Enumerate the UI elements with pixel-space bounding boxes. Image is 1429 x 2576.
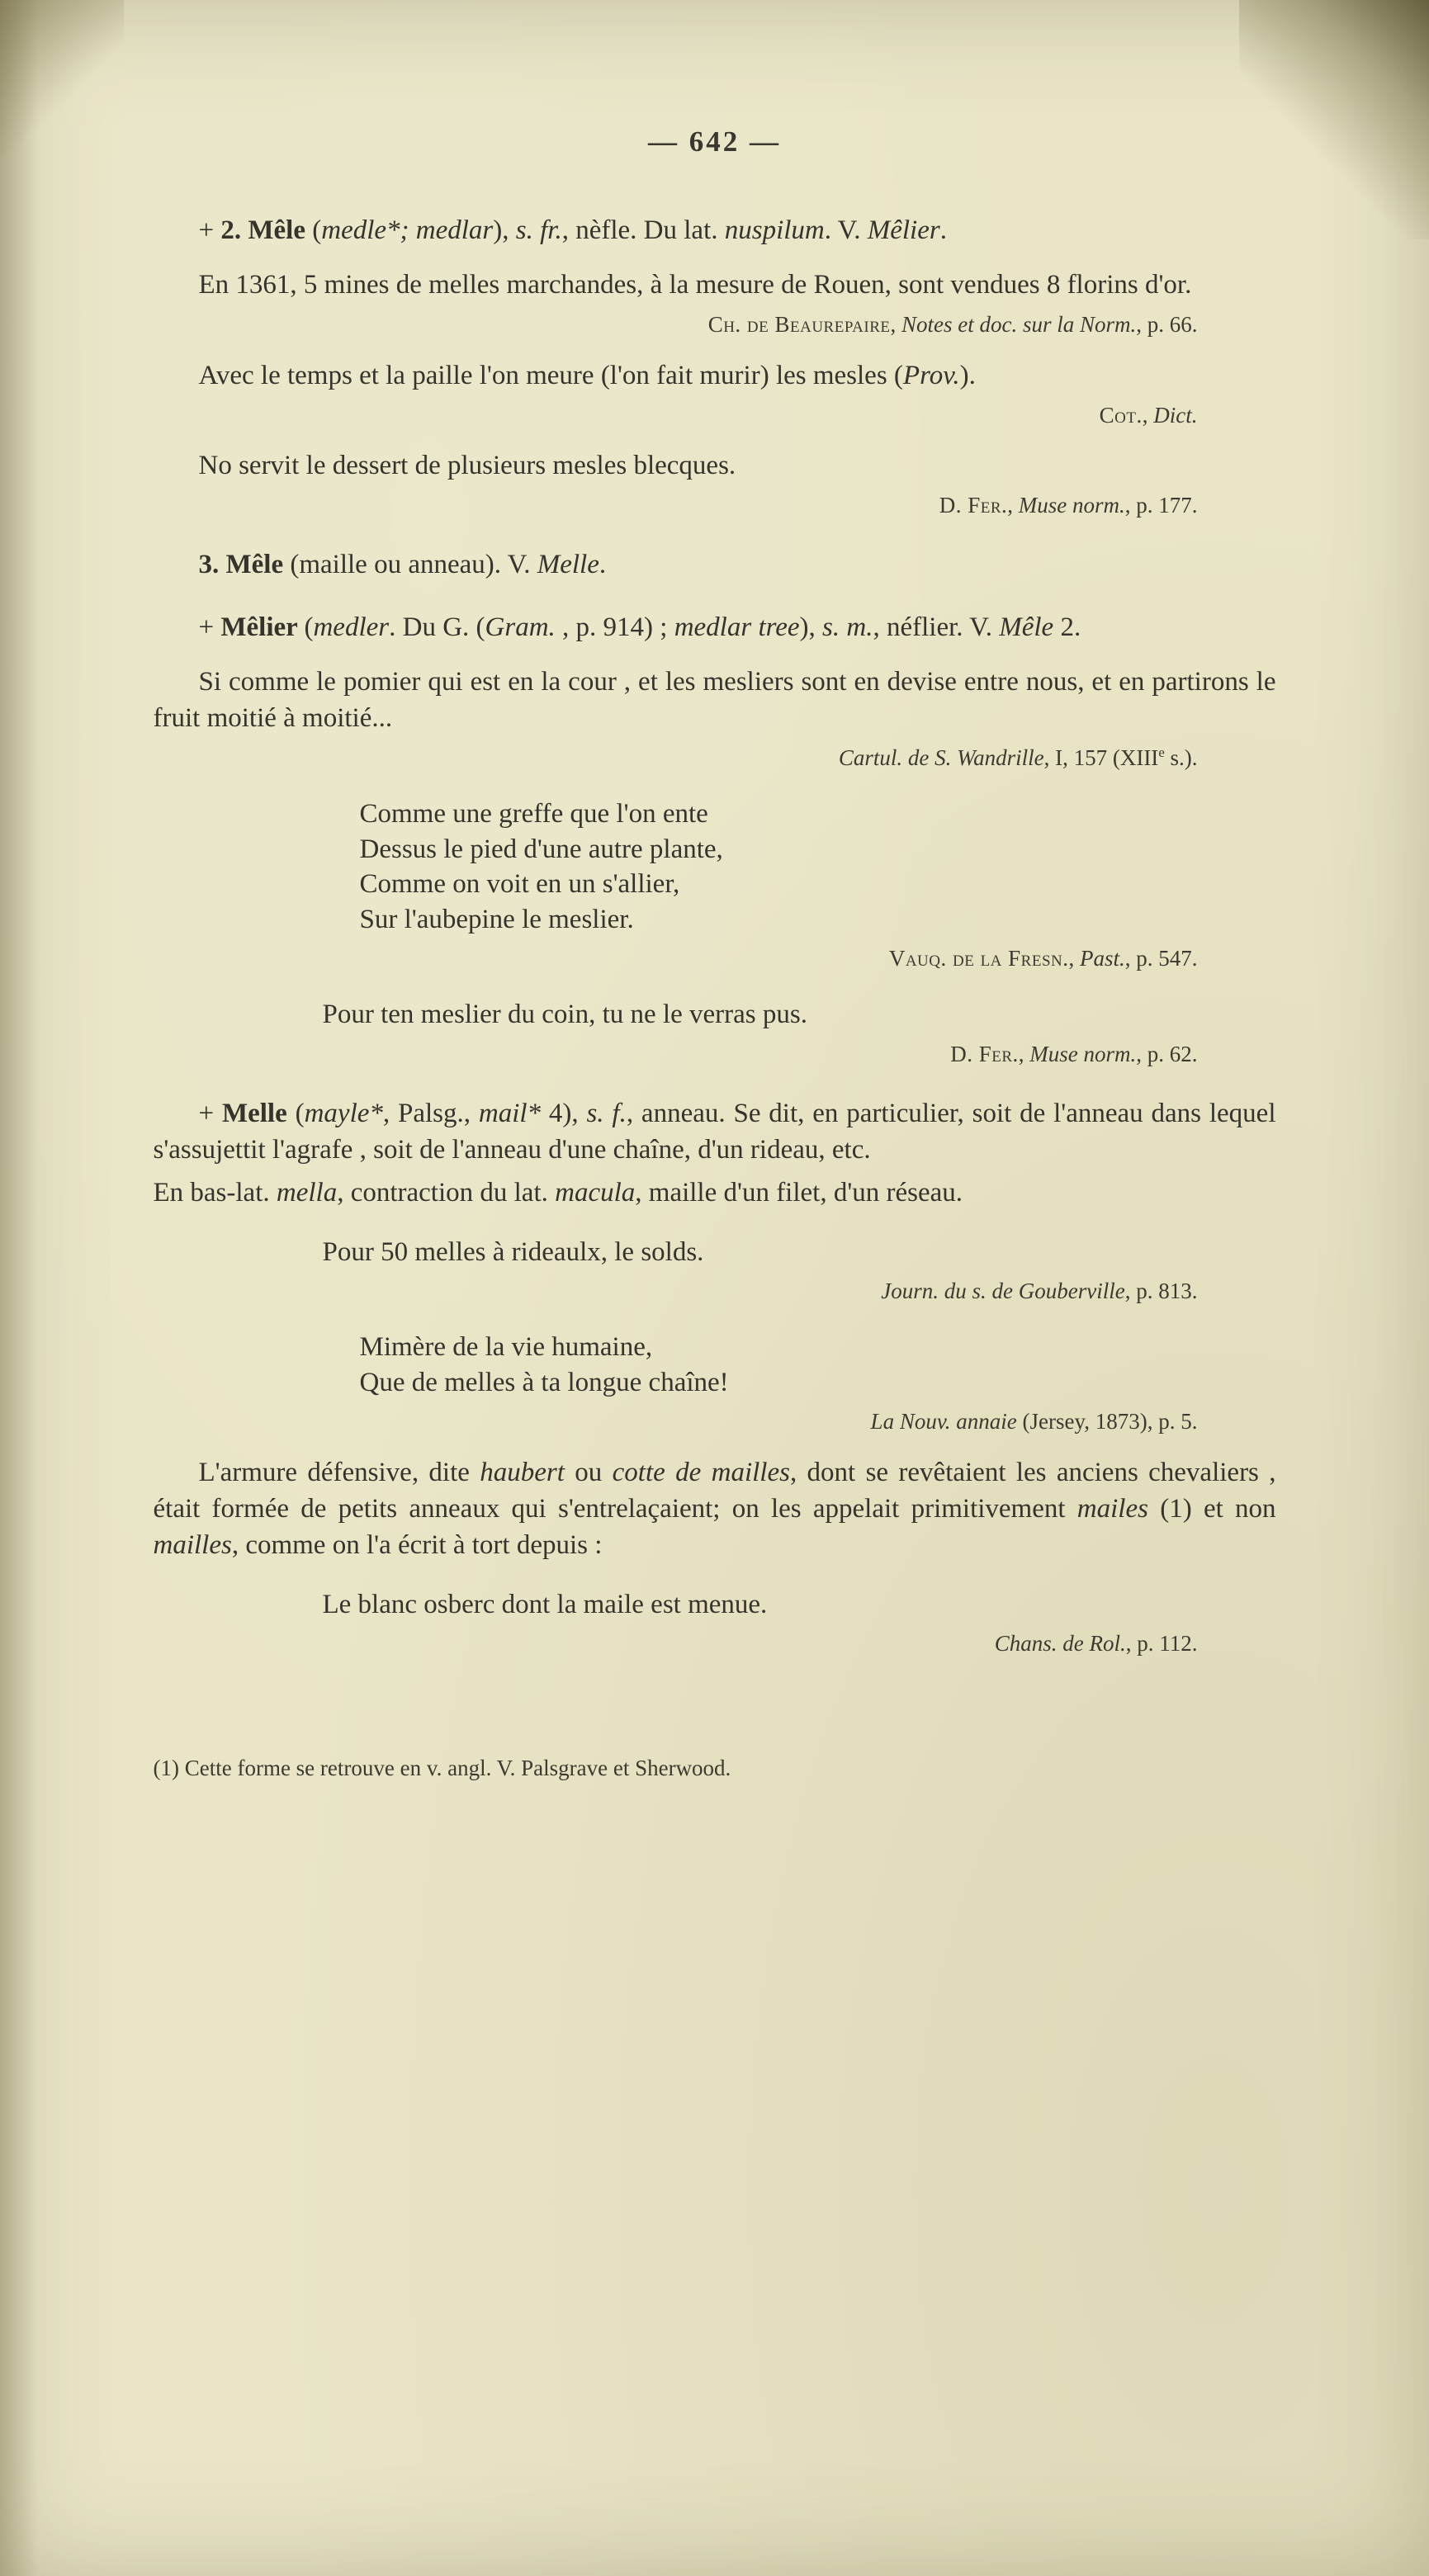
verse-line: Dessus le pied d'une autre plante, [359, 834, 723, 864]
text-segment: Past. [1079, 946, 1125, 971]
text-segment: (1) Cette forme se retrouve en v. angl. V. Palsgrave et Sherwood. [153, 1756, 731, 1781]
text-segment: (1) et non [1147, 1493, 1276, 1524]
text-segment: , p. 914) ; [555, 612, 674, 643]
text-segment: + [198, 1098, 222, 1128]
text-segment: mailles [153, 1529, 232, 1560]
verse-line: Comme on voit en un s'allier, [359, 869, 680, 900]
source-citation [154, 1629, 1276, 1659]
text-segment: Ch. de Beaurepaire [707, 311, 891, 337]
text-segment: + [198, 612, 221, 643]
text-segment: Muse norm. [1029, 1041, 1137, 1066]
text-segment: ), [493, 215, 516, 245]
text-segment: ou [564, 1457, 613, 1487]
text-segment: , p. 547. [1124, 946, 1198, 971]
page-body [154, 213, 1276, 1784]
text-segment: , anneau. Se dit, en particulier, soit de l'anneau dans lequel s'assujettit l'agrafe , soit de l'anneau d'une chaîne, d'un rideau, etc. [153, 1098, 1276, 1165]
text-segment: En 1361, 5 mines de melles marchandes, à la mesure de Rouen, sont vendues 8 florins d'or. [198, 269, 1192, 300]
text-segment: . V. [824, 215, 868, 245]
text-segment: 2. Mêle [220, 215, 313, 245]
text-segment: Journ. du s. de Gouberville [881, 1279, 1125, 1304]
text-segment: D. Fer. [950, 1041, 1019, 1066]
text-segment: Cot. [1099, 402, 1143, 428]
page-number: — 642 — [648, 125, 781, 158]
text-segment: ( [304, 612, 314, 643]
text-segment: , p. 813. [1124, 1279, 1198, 1304]
entry-block [154, 1096, 1276, 1169]
text-segment: Dict. [1153, 402, 1198, 428]
text-segment: medle*; medlar [321, 215, 494, 245]
text-segment: Melle [537, 550, 599, 580]
text-segment: (maille ou anneau). V. [290, 550, 537, 580]
para-block [154, 267, 1276, 304]
verse-line: Mimère de la vie humaine, [359, 1332, 653, 1363]
text-segment: En bas-lat. [153, 1177, 277, 1208]
text-segment: L'armure défensive, dite [198, 1457, 480, 1487]
text-segment: , néflier. V. [873, 612, 1000, 643]
text-segment: . [599, 550, 607, 580]
text-segment: , p. 112. [1125, 1631, 1198, 1657]
scan-shadow-left-edge [0, 0, 38, 2576]
quote-block [323, 997, 1276, 1033]
text-segment: (Jersey, 1873), p. 5. [1016, 1409, 1198, 1435]
text-segment: Avec le temps et la paille l'on meure (l'on fait murir) les mesles ( [198, 360, 903, 390]
text-segment: Mêle [999, 612, 1054, 643]
source-citation [154, 310, 1276, 340]
text-segment: , contraction du lat. [337, 1177, 556, 1208]
text-segment: , Palsg., [382, 1098, 479, 1128]
text-segment: medlar tree [674, 612, 800, 643]
text-segment: , [890, 311, 901, 337]
text-segment: Le blanc osberc dont la maile est menue. [322, 1589, 768, 1619]
text-segment: , [1068, 946, 1080, 971]
text-segment: Si comme le pomier qui est en la cour , et les mesliers sont en devise entre nous, et en partirons le fruit moitié à moitié... [153, 666, 1276, 733]
verse-block [360, 1330, 1276, 1401]
text-segment: La Nouv. annaie [870, 1409, 1017, 1435]
text-segment: macula [555, 1177, 636, 1208]
quote-block [323, 1587, 1276, 1624]
text-segment: , maille d'un filet, d'un réseau. [635, 1177, 963, 1208]
text-segment: . [939, 215, 947, 245]
text-segment: ( [312, 215, 322, 245]
text-segment: s. fr. [515, 215, 562, 245]
text-segment: , nèfle. Du lat. [561, 215, 725, 245]
text-segment: 4), [541, 1098, 587, 1128]
verse-block [360, 796, 1276, 938]
text-segment: Gram. [485, 612, 556, 643]
text-segment: 2. [1053, 612, 1081, 643]
text-segment: Mêlier [220, 612, 305, 643]
text-segment: mella [276, 1177, 338, 1208]
text-segment: mail* [478, 1098, 542, 1128]
text-segment: Cartul. de S. Wandrille [838, 744, 1044, 770]
footnote-block [154, 1754, 1276, 1784]
text-segment: Pour ten meslier du coin, tu ne le verras pus. [322, 1000, 807, 1030]
text-segment: , p. 66. [1136, 311, 1198, 337]
text-segment: Chans. de Rol. [994, 1631, 1126, 1657]
text-segment: Mêlier [867, 215, 940, 245]
entry-block [154, 213, 1276, 249]
para-block [154, 448, 1276, 484]
para-block [154, 358, 1276, 395]
text-segment: nuspilum [724, 215, 825, 245]
text-segment: , p. 177. [1124, 493, 1198, 518]
source-citation [154, 491, 1276, 521]
text-segment: mailes [1076, 1493, 1148, 1524]
source-citation [154, 1277, 1276, 1307]
text-segment: D. Fer. [939, 493, 1008, 518]
flush-block [154, 1175, 1276, 1212]
text-segment: Pour 50 melles à rideaulx, le solds. [322, 1236, 704, 1267]
quote-block [323, 1235, 1276, 1271]
text-segment: . Du G. ( [389, 612, 485, 643]
verse-line: Comme une greffe que l'on ente [359, 798, 708, 829]
entry-block [154, 547, 1276, 584]
text-segment: haubert [480, 1457, 565, 1487]
text-segment: , dont se revêtaient les anciens chevaliers , était formée de petits anneaux qui s'entrelaçaient; on les appelait primitivement [153, 1457, 1276, 1524]
source-citation [154, 401, 1276, 431]
text-segment: Prov. [902, 360, 960, 390]
text-segment: Muse norm. [1018, 493, 1125, 518]
text-segment: s. f. [586, 1098, 627, 1128]
text-segment: , comme on l'a écrit à tort depuis : [231, 1529, 603, 1560]
text-segment: ). [959, 360, 976, 390]
text-segment: medler [313, 612, 390, 643]
text-segment: cotte de mailles [612, 1457, 790, 1487]
text-segment: , I, 157 (XIII [1043, 744, 1159, 770]
para-block [154, 1455, 1276, 1564]
text-segment: Melle [221, 1098, 296, 1128]
text-segment: Vauq. de la Fresn. [888, 946, 1069, 971]
text-segment: e [1158, 744, 1165, 760]
text-segment: , [1018, 1041, 1030, 1066]
text-segment: 3. Mêle [198, 550, 291, 580]
text-segment: No servit le dessert de plusieurs mesles blecques. [198, 451, 736, 481]
source-citation [154, 1040, 1276, 1070]
text-segment: Notes et doc. sur la Norm. [901, 311, 1137, 337]
text-segment: + [198, 215, 221, 245]
verse-line: Sur l'aubepine le meslier. [359, 905, 634, 935]
text-segment: , [1007, 493, 1019, 518]
text-segment: ), [799, 612, 823, 643]
text-segment: , p. 62. [1136, 1041, 1198, 1066]
entry-block [154, 610, 1276, 646]
text-segment: , [1142, 402, 1154, 428]
text-segment: s.). [1164, 744, 1198, 770]
text-segment: s. m. [822, 612, 873, 643]
verse-line: Que de melles à ta longue chaîne! [359, 1368, 729, 1398]
source-citation [154, 744, 1276, 773]
source-citation [154, 944, 1276, 974]
source-citation [154, 1407, 1276, 1437]
para-block [154, 664, 1276, 737]
text-segment: ( [295, 1098, 305, 1128]
text-segment: mayle* [304, 1098, 383, 1128]
